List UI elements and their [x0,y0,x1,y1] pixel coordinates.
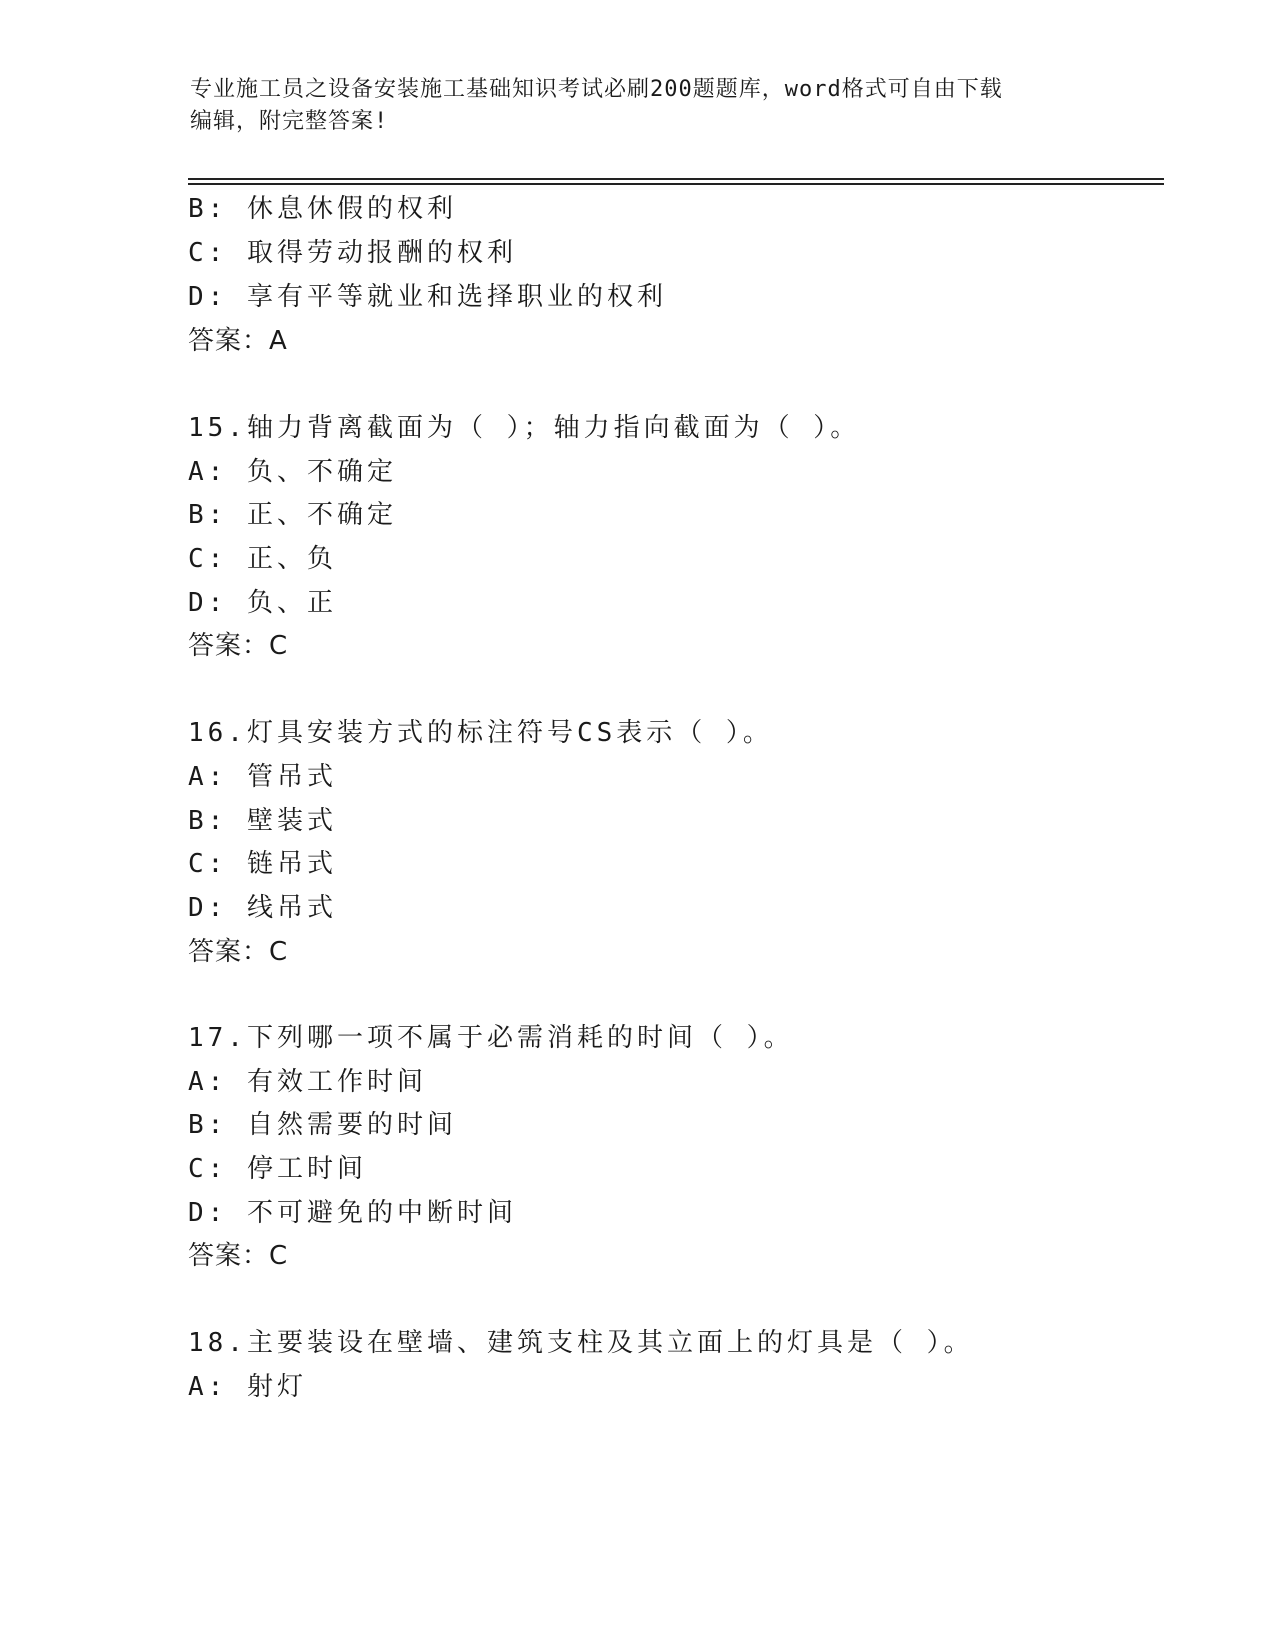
q15-answer: 答案：C [188,631,289,661]
q17-option-d: D: 不可避免的中断时间 [188,1198,517,1228]
q14-answer: 答案：A [188,326,288,356]
q16-option-c: C: 链吊式 [188,849,337,879]
q16-option-a: A: 管吊式 [188,762,337,792]
q14-option-d: D: 享有平等就业和选择职业的权利 [188,282,667,312]
q15-option-b: B: 正、不确定 [188,500,397,530]
q16-option-b: B: 壁装式 [188,806,337,836]
q18-option-a: A: 射灯 [188,1372,307,1402]
header-title-line-1: 专业施工员之设备安装施工基础知识考试必刷200题题库，word格式可自由下载 [190,77,1003,102]
header-divider-bottom [188,183,1164,185]
q15-option-d: D: 负、正 [188,588,337,618]
q17-option-c: C: 停工时间 [188,1154,367,1184]
document-header [190,74,1090,138]
q17-option-b: B: 自然需要的时间 [188,1110,457,1140]
q15-option-a: A: 负、不确定 [188,457,397,487]
q17-answer: 答案：C [188,1241,289,1271]
q14-option-b: B: 休息休假的权利 [188,194,457,224]
header-title-line-2: 编辑，附完整答案! [190,109,389,134]
q15-option-c: C: 正、负 [188,544,337,574]
q15-question: 15.轴力背离截面为（ ）；轴力指向截面为（ ）。 [188,413,861,443]
q16-answer: 答案：C [188,937,289,967]
q14-option-c: C: 取得劳动报酬的权利 [188,238,517,268]
q16-question: 16.灯具安装方式的标注符号CS表示（ ）。 [188,718,773,748]
header-divider-top [188,178,1164,180]
q17-option-a: A: 有效工作时间 [188,1067,427,1097]
q18-question: 18.主要装设在壁墙、建筑支柱及其立面上的灯具是（ ）。 [188,1328,974,1358]
q17-question: 17.下列哪一项不属于必需消耗的时间（ ）。 [188,1023,794,1053]
q16-option-d: D: 线吊式 [188,893,337,923]
